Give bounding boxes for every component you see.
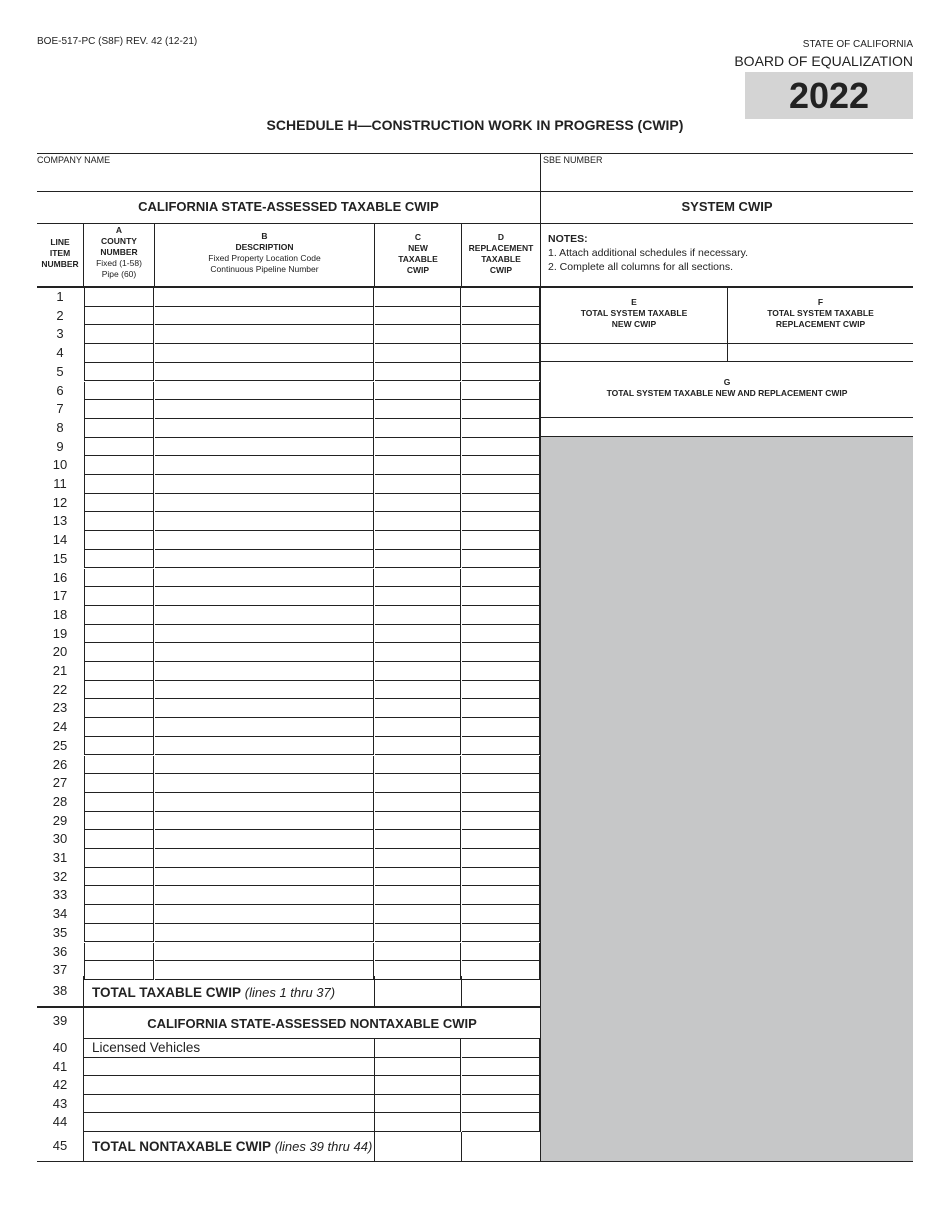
replacement-taxable-field[interactable] (462, 886, 540, 905)
line-number: 27 (52, 775, 68, 791)
line-number: 11 (53, 476, 67, 491)
county-number-field[interactable] (84, 905, 154, 924)
nontaxable-new-field[interactable] (375, 1076, 461, 1095)
new-taxable-field[interactable] (375, 905, 461, 924)
col-header-c: C NEW TAXABLE CWIP (398, 232, 438, 275)
replacement-taxable-field[interactable] (462, 494, 540, 513)
new-taxable-field[interactable] (375, 400, 461, 419)
description-field[interactable] (155, 550, 374, 569)
description-field[interactable] (155, 662, 374, 681)
replacement-taxable-field[interactable] (462, 774, 540, 793)
county-number-field[interactable] (84, 643, 154, 662)
system-f-field[interactable] (728, 344, 913, 362)
county-number-field[interactable] (84, 363, 154, 382)
description-field[interactable] (155, 774, 374, 793)
line-number: 6 (56, 382, 64, 398)
note-2: 2. Complete all columns for all sections. (548, 261, 733, 273)
description-field[interactable] (155, 531, 374, 550)
county-number-field[interactable] (84, 868, 154, 887)
replacement-taxable-field[interactable] (462, 625, 540, 644)
replacement-taxable-field[interactable] (462, 662, 540, 681)
new-taxable-field[interactable] (375, 438, 461, 457)
nontaxable-new-field[interactable] (375, 1058, 461, 1077)
sbe-number-label: SBE NUMBER (543, 155, 603, 165)
county-number-field[interactable] (84, 886, 154, 905)
replacement-taxable-field[interactable] (462, 643, 540, 662)
new-taxable-field[interactable] (375, 718, 461, 737)
taxable-section-title: CALIFORNIA STATE-ASSESSED TAXABLE CWIP (138, 199, 439, 214)
county-number-field[interactable] (84, 924, 154, 943)
line-number: 17 (52, 588, 68, 604)
description-field[interactable] (155, 737, 374, 756)
new-taxable-field[interactable] (375, 569, 461, 588)
replacement-taxable-field[interactable] (462, 943, 540, 962)
new-taxable-field[interactable] (375, 606, 461, 625)
new-taxable-field[interactable] (375, 699, 461, 718)
line-number: 33 (52, 887, 68, 903)
county-number-field[interactable] (84, 569, 154, 588)
replacement-taxable-field[interactable] (462, 905, 540, 924)
divider (37, 223, 913, 224)
line-number: 5 (56, 363, 64, 379)
county-number-field[interactable] (84, 718, 154, 737)
divider (374, 223, 375, 286)
company-name-label: COMPANY NAME (37, 155, 111, 165)
description-field[interactable] (155, 961, 374, 980)
year-badge: 2022 (745, 72, 913, 119)
system-section-title: SYSTEM CWIP (681, 199, 773, 214)
replacement-taxable-field[interactable] (462, 419, 540, 438)
new-taxable-field[interactable] (375, 288, 461, 307)
description-field[interactable] (155, 625, 374, 644)
nontaxable-description-field[interactable] (84, 1076, 375, 1095)
description-field[interactable] (155, 905, 374, 924)
line-number: 39 (52, 1013, 68, 1028)
county-number-field[interactable] (84, 606, 154, 625)
replacement-taxable-field[interactable] (462, 475, 540, 494)
divider (461, 223, 462, 286)
new-taxable-field[interactable] (375, 494, 461, 513)
replacement-taxable-field[interactable] (462, 606, 540, 625)
line-number: 23 (52, 700, 68, 716)
line-number: 41 (52, 1058, 68, 1074)
nontaxable-description-field[interactable] (84, 1058, 375, 1077)
county-number-field[interactable] (84, 325, 154, 344)
line-number: 15 (52, 550, 68, 566)
divider (37, 1161, 913, 1162)
nontaxable-replacement-field[interactable] (462, 1039, 540, 1058)
replacement-taxable-field[interactable] (462, 456, 540, 475)
new-taxable-field[interactable] (375, 531, 461, 550)
divider (83, 223, 84, 286)
nontaxable-new-field[interactable] (375, 1113, 461, 1132)
description-field[interactable] (155, 400, 374, 419)
system-col-e-header: E TOTAL SYSTEM TAXABLE NEW CWIP (580, 297, 688, 329)
county-number-field[interactable] (84, 812, 154, 831)
line-number: 21 (52, 663, 68, 678)
new-taxable-field[interactable] (375, 886, 461, 905)
line-number: 35 (52, 924, 68, 940)
new-taxable-field[interactable] (375, 512, 461, 531)
divider (37, 153, 913, 154)
new-taxable-field[interactable] (375, 681, 461, 700)
description-field[interactable] (155, 606, 374, 625)
description-field[interactable] (155, 475, 374, 494)
line-number: 30 (52, 831, 68, 847)
county-number-field[interactable] (84, 756, 154, 775)
page-title: SCHEDULE H—CONSTRUCTION WORK IN PROGRESS (CWIP) (266, 117, 684, 133)
total-taxable-new-field[interactable] (375, 977, 461, 1006)
replacement-taxable-field[interactable] (462, 325, 540, 344)
nontaxable-description-field[interactable]: Licensed Vehicles (84, 1039, 375, 1058)
divider (83, 976, 84, 1007)
new-taxable-field[interactable] (375, 924, 461, 943)
description-field[interactable] (155, 681, 374, 700)
line-number: 7 (56, 401, 64, 417)
replacement-taxable-field[interactable] (462, 812, 540, 831)
description-field[interactable] (155, 456, 374, 475)
nontaxable-new-field[interactable] (375, 1039, 461, 1058)
col-header-line: LINE ITEM NUMBER (41, 237, 79, 269)
replacement-taxable-field[interactable] (462, 587, 540, 606)
company-name-field[interactable] (40, 168, 535, 188)
county-number-field[interactable] (84, 307, 154, 326)
line-number: 38 (52, 983, 68, 998)
replacement-taxable-field[interactable] (462, 681, 540, 700)
county-number-field[interactable] (84, 830, 154, 849)
line-number: 10 (52, 457, 68, 473)
replacement-taxable-field[interactable] (462, 550, 540, 569)
replacement-taxable-field[interactable] (462, 868, 540, 887)
new-taxable-field[interactable] (375, 325, 461, 344)
nontaxable-replacement-field[interactable] (462, 1113, 540, 1132)
nontaxable-description-field[interactable] (84, 1113, 375, 1132)
description-field[interactable] (155, 830, 374, 849)
county-number-field[interactable] (84, 662, 154, 681)
county-number-field[interactable] (84, 400, 154, 419)
new-taxable-field[interactable] (375, 774, 461, 793)
replacement-taxable-field[interactable] (462, 512, 540, 531)
system-e-field[interactable] (541, 344, 727, 362)
line-number: 22 (52, 681, 68, 697)
county-number-field[interactable] (84, 681, 154, 700)
new-taxable-field[interactable] (375, 475, 461, 494)
notes (548, 232, 748, 274)
description-field[interactable] (155, 569, 374, 588)
line-number: 42 (52, 1077, 68, 1093)
description-field[interactable] (155, 699, 374, 718)
description-field[interactable] (155, 363, 374, 382)
line-number: 20 (52, 644, 68, 660)
total-nontaxable-new-field[interactable] (375, 1132, 461, 1161)
replacement-taxable-field[interactable] (462, 344, 540, 363)
system-g-field[interactable] (541, 418, 913, 436)
new-taxable-field[interactable] (375, 737, 461, 756)
replacement-taxable-field[interactable] (462, 288, 540, 307)
line-number: 8 (56, 419, 64, 435)
line-number: 45 (52, 1138, 68, 1153)
line-number: 28 (52, 793, 68, 809)
county-number-field[interactable] (84, 512, 154, 531)
replacement-taxable-field[interactable] (462, 569, 540, 588)
replacement-taxable-field[interactable] (462, 400, 540, 419)
line-number: 18 (52, 606, 68, 622)
new-taxable-field[interactable] (375, 456, 461, 475)
nontaxable-new-field[interactable] (375, 1095, 461, 1114)
nontaxable-replacement-field[interactable] (462, 1076, 540, 1095)
new-taxable-field[interactable] (375, 830, 461, 849)
description-field[interactable] (155, 943, 374, 962)
description-field[interactable] (155, 587, 374, 606)
replacement-taxable-field[interactable] (462, 849, 540, 868)
description-field[interactable] (155, 793, 374, 812)
replacement-taxable-field[interactable] (462, 363, 540, 382)
county-number-field[interactable] (84, 737, 154, 756)
description-field[interactable] (155, 307, 374, 326)
line-number: 40 (52, 1040, 68, 1055)
line-number: 36 (52, 943, 68, 959)
county-number-field[interactable] (84, 961, 154, 980)
divider (541, 361, 913, 362)
new-taxable-field[interactable] (375, 812, 461, 831)
line-number: 2 (56, 307, 64, 323)
description-field[interactable] (155, 924, 374, 943)
nontaxable-replacement-field[interactable] (462, 1095, 540, 1114)
county-number-field[interactable] (84, 438, 154, 457)
replacement-taxable-field[interactable] (462, 531, 540, 550)
description-field[interactable] (155, 325, 374, 344)
line-number: 44 (52, 1114, 68, 1130)
replacement-taxable-field[interactable] (462, 830, 540, 849)
county-number-field[interactable] (84, 456, 154, 475)
description-field[interactable] (155, 494, 374, 513)
col-header-d: D REPLACEMENT TAXABLE CWIP (468, 232, 534, 275)
county-number-field[interactable] (84, 849, 154, 868)
new-taxable-field[interactable] (375, 363, 461, 382)
line-number: 4 (56, 345, 64, 361)
divider (37, 191, 913, 192)
total-nontaxable-label: TOTAL NONTAXABLE CWIP (lines 39 thru 44) (92, 1139, 373, 1154)
new-taxable-field[interactable] (375, 587, 461, 606)
divider (154, 223, 155, 286)
line-number: 26 (52, 756, 68, 772)
line-number: 34 (52, 906, 68, 922)
replacement-taxable-field[interactable] (462, 307, 540, 326)
line-number: 19 (52, 625, 68, 641)
description-field[interactable] (155, 643, 374, 662)
divider (37, 1006, 540, 1008)
description-field[interactable] (155, 868, 374, 887)
description-field[interactable] (155, 419, 374, 438)
county-number-field[interactable] (84, 419, 154, 438)
line-number: 24 (52, 719, 68, 735)
description-field[interactable] (155, 512, 374, 531)
line-number: 31 (52, 850, 68, 865)
new-taxable-field[interactable] (375, 419, 461, 438)
notes-heading: NOTES: (548, 233, 588, 245)
new-taxable-field[interactable] (375, 943, 461, 962)
description-field[interactable] (155, 438, 374, 457)
total-taxable-label: TOTAL TAXABLE CWIP (lines 1 thru 37) (92, 985, 336, 1000)
total-nontaxable-replacement-field[interactable] (462, 1132, 540, 1161)
col-header-b: B DESCRIPTION Fixed Property Location Code Continuous Pipeline Number (208, 231, 321, 274)
line-number: 25 (52, 737, 68, 753)
replacement-taxable-field[interactable] (462, 438, 540, 457)
description-field[interactable] (155, 288, 374, 307)
line-number: 32 (52, 868, 68, 884)
total-taxable-replacement-field[interactable] (462, 977, 540, 1006)
county-number-field[interactable] (84, 699, 154, 718)
new-taxable-field[interactable] (375, 868, 461, 887)
county-number-field[interactable] (84, 382, 154, 401)
county-number-field[interactable] (84, 550, 154, 569)
county-number-field[interactable] (84, 288, 154, 307)
description-field[interactable] (155, 344, 374, 363)
line-number: 3 (56, 326, 64, 342)
state-label: STATE OF CALIFORNIA (802, 39, 913, 50)
new-taxable-field[interactable] (375, 643, 461, 662)
line-number: 43 (52, 1095, 68, 1111)
replacement-taxable-field[interactable] (462, 793, 540, 812)
county-number-field[interactable] (84, 475, 154, 494)
board-label: BOARD OF EQUALIZATION (734, 53, 913, 69)
line-number: 12 (52, 494, 68, 510)
line-number: 1 (56, 289, 64, 304)
new-taxable-field[interactable] (375, 756, 461, 775)
replacement-taxable-field[interactable] (462, 699, 540, 718)
line-number: 14 (52, 532, 68, 548)
county-number-field[interactable] (84, 531, 154, 550)
line-number: 16 (52, 569, 68, 585)
replacement-taxable-field[interactable] (462, 737, 540, 756)
line-number: 9 (56, 438, 64, 454)
line-number: 37 (52, 962, 68, 978)
new-taxable-field[interactable] (375, 625, 461, 644)
nontaxable-description-field[interactable] (84, 1095, 375, 1114)
description-field[interactable] (155, 756, 374, 775)
col-header-a: A COUNTY NUMBER Fixed (1-58) Pipe (60) (96, 225, 142, 279)
nontaxable-replacement-field[interactable] (462, 1058, 540, 1077)
description-field[interactable] (155, 886, 374, 905)
note-1: 1. Attach additional schedules if necessary. (548, 247, 749, 259)
replacement-taxable-field[interactable] (462, 924, 540, 943)
county-number-field[interactable] (84, 625, 154, 644)
system-col-f-header: F TOTAL SYSTEM TAXABLE REPLACEMENT CWIP (767, 297, 874, 329)
line-number: 13 (52, 513, 68, 529)
description-field[interactable] (155, 812, 374, 831)
nontaxable-section-title: CALIFORNIA STATE-ASSESSED NONTAXABLE CWIP (147, 1016, 477, 1031)
description-field[interactable] (155, 382, 374, 401)
description-field[interactable] (155, 849, 374, 868)
county-number-field[interactable] (84, 494, 154, 513)
new-taxable-field[interactable] (375, 382, 461, 401)
county-number-field[interactable] (84, 774, 154, 793)
new-taxable-field[interactable] (375, 344, 461, 363)
shaded-area (541, 437, 913, 1162)
new-taxable-field[interactable] (375, 550, 461, 569)
county-number-field[interactable] (84, 587, 154, 606)
replacement-taxable-field[interactable] (462, 756, 540, 775)
replacement-taxable-field[interactable] (462, 718, 540, 737)
sbe-number-field[interactable] (546, 168, 906, 188)
form-id: BOE-517-PC (S8F) REV. 42 (12-21) (37, 36, 198, 47)
new-taxable-field[interactable] (375, 662, 461, 681)
line-number: 29 (52, 812, 68, 828)
county-number-field[interactable] (84, 943, 154, 962)
new-taxable-field[interactable] (375, 849, 461, 868)
new-taxable-field[interactable] (375, 307, 461, 326)
replacement-taxable-field[interactable] (462, 382, 540, 401)
system-col-g-header: G TOTAL SYSTEM TAXABLE NEW AND REPLACEMENT CWIP (606, 377, 848, 398)
description-field[interactable] (155, 718, 374, 737)
new-taxable-field[interactable] (375, 793, 461, 812)
county-number-field[interactable] (84, 344, 154, 363)
county-number-field[interactable] (84, 793, 154, 812)
